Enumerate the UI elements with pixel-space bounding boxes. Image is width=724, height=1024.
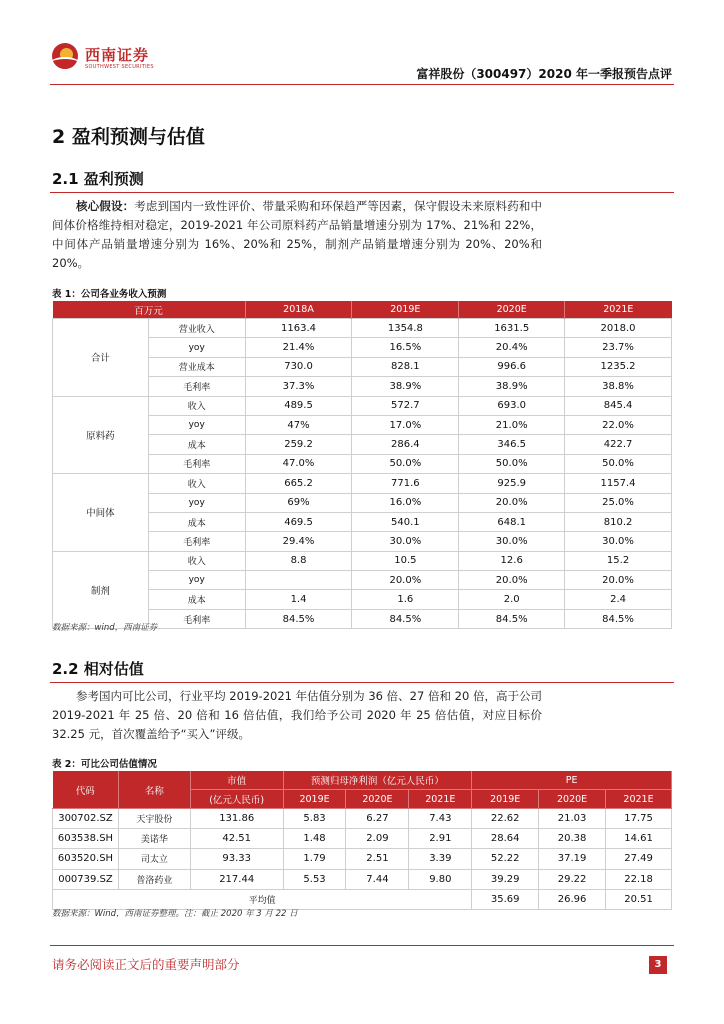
pe-cell: 39.29 <box>472 869 539 889</box>
table-cell: 469.5 <box>245 512 352 531</box>
table-header-cell: 2020E <box>539 790 606 809</box>
pe-cell: 21.03 <box>539 809 606 829</box>
group-label: 合计 <box>53 319 149 397</box>
table-cell: 38.9% <box>459 377 565 396</box>
revenue-forecast-table <box>52 301 672 629</box>
table-row <box>53 809 672 829</box>
row-label: 收入 <box>148 551 245 570</box>
pe-average-cell: 20.51 <box>606 889 672 909</box>
company-name: 普洛药业 <box>118 869 190 889</box>
table-cell: 50.0% <box>459 454 565 473</box>
profit-cell: 7.43 <box>409 809 472 829</box>
row-label: yoy <box>148 571 245 590</box>
group-label: 中间体 <box>53 474 149 552</box>
market-cap: 42.51 <box>190 829 283 849</box>
table-header-cell: 预测归母净利润（亿元人民币） <box>283 771 472 790</box>
paragraph-text: 考虑到国内一致性评价、带量采购和环保趋严等因素，保守假设未来原料药和中间体价格维持相对稳定，2019-2021 年公司原料药产品销量增速分别为 17%、21%和 22%，中间体产品销量增速分别为 16%、20%和 25%，制剂产品销量增速分别为 20%、20%和 20%。 <box>52 199 543 270</box>
pe-cell: 29.22 <box>539 869 606 889</box>
table-cell: 771.6 <box>352 474 459 493</box>
table-cell: 47% <box>245 415 352 434</box>
comparable-valuation-table <box>52 771 672 910</box>
table-cell: 50.0% <box>565 454 672 473</box>
table-header-cell: 2019E <box>472 790 539 809</box>
row-label: yoy <box>148 338 245 357</box>
table-cell: 346.5 <box>459 435 565 454</box>
row-label: 成本 <box>148 435 245 454</box>
pe-cell: 28.64 <box>472 829 539 849</box>
table-header-cell: 2021E <box>565 301 672 319</box>
pe-cell: 22.62 <box>472 809 539 829</box>
page-number: 3 <box>649 956 667 974</box>
footer-divider <box>50 945 674 946</box>
company-name: 天宇股份 <box>118 809 190 829</box>
logo-subtext: SOUTHWEST SECURITIES <box>85 64 154 70</box>
table-header-cell: 名称 <box>118 771 190 809</box>
table-cell: 1.6 <box>352 590 459 609</box>
table-cell: 37.3% <box>245 377 352 396</box>
table-cell: 665.2 <box>245 474 352 493</box>
row-label: 营业收入 <box>148 319 245 338</box>
pe-cell: 20.38 <box>539 829 606 849</box>
table-cell: 25.0% <box>565 493 672 512</box>
table-cell: 2.4 <box>565 590 672 609</box>
table-row <box>53 829 672 849</box>
subsection-divider <box>50 682 674 683</box>
pe-cell: 37.19 <box>539 849 606 869</box>
table-cell: 540.1 <box>352 512 459 531</box>
table-cell: 21.0% <box>459 415 565 434</box>
pe-cell: 17.75 <box>606 809 672 829</box>
profit-cell: 5.53 <box>283 869 346 889</box>
table-cell: 21.4% <box>245 338 352 357</box>
row-label: 收入 <box>148 474 245 493</box>
table-cell: 996.6 <box>459 357 565 376</box>
table-row <box>53 551 672 570</box>
profit-cell: 2.51 <box>346 849 409 869</box>
table-cell: 489.5 <box>245 396 352 415</box>
table-cell: 16.5% <box>352 338 459 357</box>
table-cell <box>245 571 352 590</box>
table-cell: 1.4 <box>245 590 352 609</box>
table-cell: 12.6 <box>459 551 565 570</box>
company-name: 美诺华 <box>118 829 190 849</box>
subsection-heading-forecast: 2.1 盈利预测 <box>52 170 144 188</box>
table-cell: 648.1 <box>459 512 565 531</box>
row-label: 收入 <box>148 396 245 415</box>
table-cell: 20.4% <box>459 338 565 357</box>
pe-cell: 22.18 <box>606 869 672 889</box>
row-label: yoy <box>148 493 245 512</box>
table1-source: 数据来源：wind，西南证券 <box>52 623 158 633</box>
table-header-cell: 2021E <box>409 790 472 809</box>
row-label: 毛利率 <box>148 454 245 473</box>
pe-cell: 14.61 <box>606 829 672 849</box>
table-header-cell: 市值 <box>190 771 283 790</box>
pe-cell: 27.49 <box>606 849 672 869</box>
row-label: yoy <box>148 415 245 434</box>
table-cell: 69% <box>245 493 352 512</box>
group-label: 原料药 <box>53 396 149 474</box>
table-cell: 20.0% <box>459 493 565 512</box>
table1-caption: 表 1：公司各业务收入预测 <box>52 289 167 300</box>
market-cap: 93.33 <box>190 849 283 869</box>
table-header-cell: 2018A <box>245 301 352 319</box>
valuation-paragraph: 参考国内可比公司，行业平均 2019-2021 年估值分别为 36 倍、27 倍和 20 倍，高于公司 2019-2021 年 25 倍、20 倍和 16 倍估值，我们给予公司 2020 年 25 倍估值，对应目标价 32.25 元，首次覆盖给予“买入”评级。 <box>52 689 542 741</box>
table-header-cell: 2020E <box>346 790 409 809</box>
core-assumption-paragraph <box>52 197 542 273</box>
average-label: 平均值 <box>53 889 472 909</box>
table-cell: 2.0 <box>459 590 565 609</box>
stock-code: 300702.SZ <box>53 809 119 829</box>
profit-cell: 9.80 <box>409 869 472 889</box>
row-label: 成本 <box>148 512 245 531</box>
table-cell: 845.4 <box>565 396 672 415</box>
profit-cell: 7.44 <box>346 869 409 889</box>
table-cell: 30.0% <box>565 532 672 551</box>
table-row <box>53 849 672 869</box>
pe-cell: 52.22 <box>472 849 539 869</box>
table-cell: 730.0 <box>245 357 352 376</box>
table-header-cell: 百万元 <box>53 301 246 319</box>
table-cell: 84.5% <box>245 609 352 628</box>
market-cap: 217.44 <box>190 869 283 889</box>
table-cell: 259.2 <box>245 435 352 454</box>
table-cell: 84.5% <box>352 609 459 628</box>
paragraph-label: 核心假设： <box>76 199 135 213</box>
table-cell: 29.4% <box>245 532 352 551</box>
table-cell: 16.0% <box>352 493 459 512</box>
table-cell: 2018.0 <box>565 319 672 338</box>
pe-average-cell: 35.69 <box>472 889 539 909</box>
table-row <box>53 474 672 493</box>
table-cell: 1631.5 <box>459 319 565 338</box>
disclaimer-notice: 请务必阅读正文后的重要声明部分 <box>52 957 240 972</box>
subsection-heading-valuation: 2.2 相对估值 <box>52 660 144 678</box>
table-row <box>53 319 672 338</box>
table-header-cell: 2021E <box>606 790 672 809</box>
subsection-divider <box>50 192 674 193</box>
row-label: 毛利率 <box>148 532 245 551</box>
table-cell: 10.5 <box>352 551 459 570</box>
stock-code: 603538.SH <box>53 829 119 849</box>
table-cell: 47.0% <box>245 454 352 473</box>
table-row <box>53 396 672 415</box>
company-logo-icon <box>52 43 78 69</box>
report-title: 富祥股份（300497）2020 年一季报预告点评 <box>416 67 672 81</box>
table-cell: 925.9 <box>459 474 565 493</box>
table-cell: 1235.2 <box>565 357 672 376</box>
table-header-cell: 代码 <box>53 771 119 809</box>
table-row <box>53 869 672 889</box>
profit-cell: 6.27 <box>346 809 409 829</box>
table-header-cell: 2019E <box>352 301 459 319</box>
table-cell: 20.0% <box>459 571 565 590</box>
logo-text: 西南证券 <box>85 46 150 64</box>
table-cell: 20.0% <box>565 571 672 590</box>
table2-caption: 表 2：可比公司估值情况 <box>52 759 157 770</box>
table-cell: 17.0% <box>352 415 459 434</box>
table2-source: 数据来源：Wind，西南证券整理。注：截止 2020 年 3 月 22 日 <box>52 909 298 919</box>
table-cell: 572.7 <box>352 396 459 415</box>
section-heading: 2 盈利预测与估值 <box>52 126 205 148</box>
table-cell: 50.0% <box>352 454 459 473</box>
table-cell: 422.7 <box>565 435 672 454</box>
row-label: 成本 <box>148 590 245 609</box>
table-cell: 20.0% <box>352 571 459 590</box>
header-divider <box>50 84 674 85</box>
market-cap: 131.86 <box>190 809 283 829</box>
table-cell: 693.0 <box>459 396 565 415</box>
table-cell: 23.7% <box>565 338 672 357</box>
table-cell: 1157.4 <box>565 474 672 493</box>
row-label: 毛利率 <box>148 377 245 396</box>
table-cell: 828.1 <box>352 357 459 376</box>
company-name: 司太立 <box>118 849 190 869</box>
table-cell: 38.8% <box>565 377 672 396</box>
profit-cell: 5.83 <box>283 809 346 829</box>
table-cell: 286.4 <box>352 435 459 454</box>
table-header-cell: 2019E <box>283 790 346 809</box>
row-label: 营业成本 <box>148 357 245 376</box>
table-cell: 810.2 <box>565 512 672 531</box>
profit-cell: 1.48 <box>283 829 346 849</box>
table-header-cell: PE <box>472 771 672 790</box>
table-cell: 84.5% <box>565 609 672 628</box>
table-cell: 8.8 <box>245 551 352 570</box>
table-header-cell: (亿元人民币) <box>190 790 283 809</box>
stock-code: 000739.SZ <box>53 869 119 889</box>
stock-code: 603520.SH <box>53 849 119 869</box>
group-label: 制剂 <box>53 551 149 629</box>
table-cell: 30.0% <box>459 532 565 551</box>
table-cell: 15.2 <box>565 551 672 570</box>
table-cell: 84.5% <box>459 609 565 628</box>
profit-cell: 2.09 <box>346 829 409 849</box>
profit-cell: 1.79 <box>283 849 346 869</box>
table-cell: 38.9% <box>352 377 459 396</box>
table-cell: 30.0% <box>352 532 459 551</box>
table-cell: 1163.4 <box>245 319 352 338</box>
table-cell: 1354.8 <box>352 319 459 338</box>
profit-cell: 2.91 <box>409 829 472 849</box>
profit-cell: 3.39 <box>409 849 472 869</box>
pe-average-cell: 26.96 <box>539 889 606 909</box>
row-label: 毛利率 <box>148 609 245 628</box>
table-cell: 22.0% <box>565 415 672 434</box>
table-header-cell: 2020E <box>459 301 565 319</box>
table-header-row <box>53 301 672 319</box>
